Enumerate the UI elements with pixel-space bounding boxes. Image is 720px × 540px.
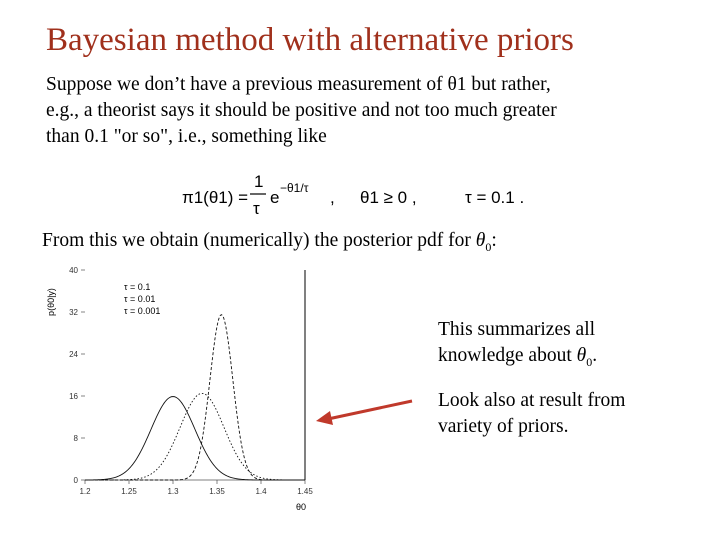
legend-entry: τ = 0.1 [124,282,151,292]
formula-cond2: τ = 0.1 . [465,188,525,207]
x-axis-label: θ0 [295,502,307,512]
x-tick-label: 1.4 [255,487,267,496]
formula-exponent: −θ1/τ [280,181,309,195]
summary-line-2 [438,343,698,375]
summary-line-1: This summarizes all [438,319,596,340]
y-axis-label: p(θ0|y) [46,288,56,316]
x-tick-label: 1.25 [121,487,137,496]
summary-period: . [592,345,598,366]
x-tick-label: 1.45 [297,487,313,496]
slide-title: Bayesian method with alternative priors [46,22,574,58]
legend-entry: τ = 0.01 [124,294,156,304]
y-tick-label: 24 [69,350,78,359]
posterior-colon: : [491,230,497,251]
formula-exp-base: e [270,188,280,207]
x-tick-label: 1.2 [79,487,91,496]
posterior-intro [42,230,497,255]
formula-lhs: π1(θ1) = [182,188,249,207]
prior-formula [180,170,560,220]
legend-entry: τ = 0.001 [124,306,161,316]
intro-line-3: than 0.1 "or so", i.e., something like [46,126,327,147]
intro-paragraph [46,72,696,150]
summary-sub: 0 [586,354,593,369]
formula-comma: , [330,188,335,207]
summary-note [438,317,698,375]
y-tick-label: 32 [69,308,78,317]
priors-line-1: Look also at result from [438,390,626,411]
x-tick-label: 1.35 [209,487,225,496]
posterior-intro-text: From this we obtain (numerically) the posterior pdf for [42,230,476,251]
intro-line-1: Suppose we don’t have a previous measurement of θ1 but rather, [46,74,551,95]
posterior-curve-3 [85,315,305,480]
summary-text: knowledge about [438,345,577,366]
y-tick-label: 8 [73,434,78,443]
intro-line-2: e.g., a theorist says it should be positive and not too much greater [46,100,557,121]
priors-note [438,388,698,440]
posterior-curve-2 [85,393,305,480]
formula-frac-den: τ [253,199,260,218]
formula-cond1: θ1 ≥ 0 , [360,188,417,207]
y-tick-label: 40 [69,266,78,275]
posterior-sub: 0 [485,239,492,254]
summary-symbol: θ [576,345,587,366]
priors-line-2: variety of priors. [438,416,569,437]
posterior-symbol: θ [475,230,486,251]
x-tick-label: 1.3 [167,487,179,496]
y-tick-label: 0 [73,476,78,485]
posterior-chart [40,262,330,524]
y-tick-label: 16 [69,392,78,401]
formula-frac-num: 1 [254,172,264,191]
pointer-arrow [328,401,412,419]
